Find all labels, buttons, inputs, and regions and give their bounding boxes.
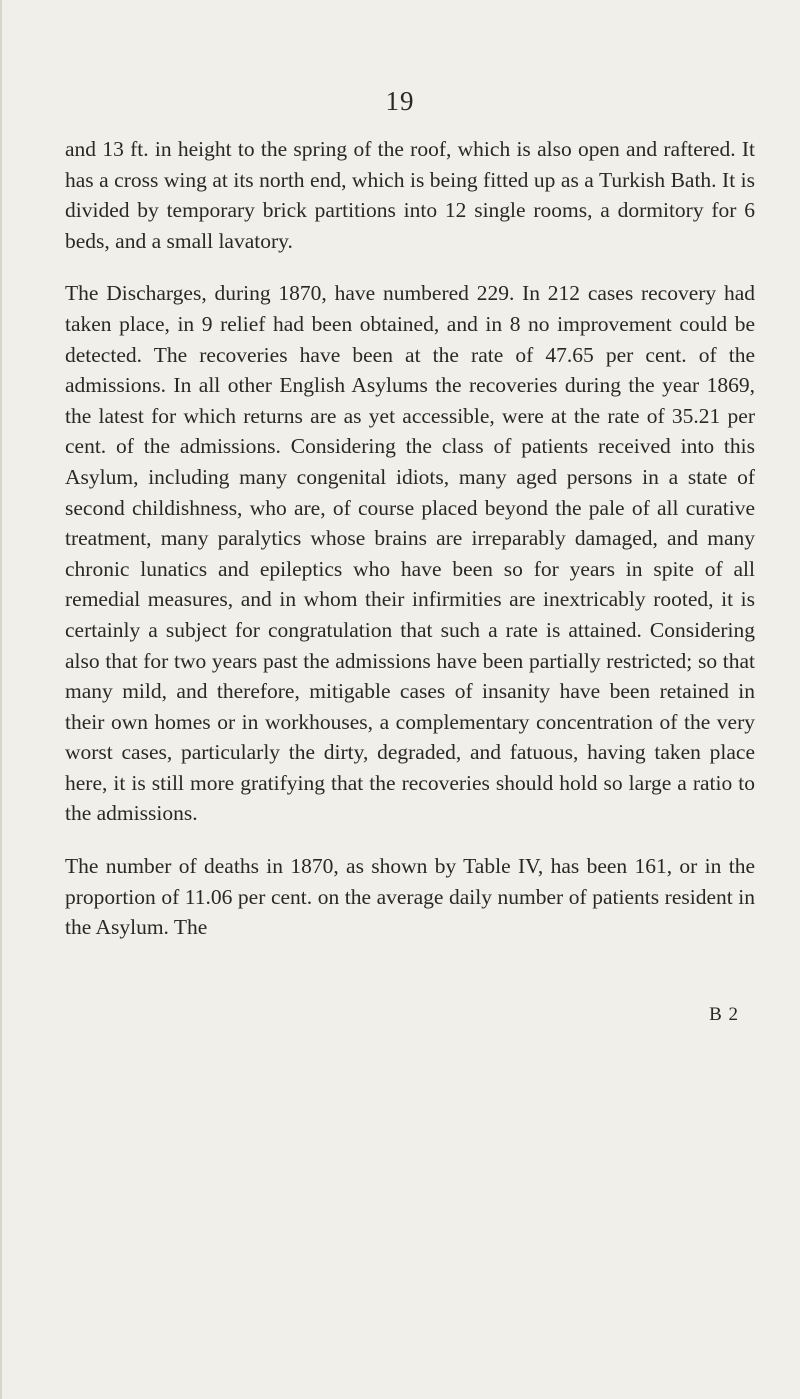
- paragraph-discharges: The Discharges, during 1870, have numbered 229. In 212 cases recovery had taken place, in 9 relief had been obtained, and in 8 no improvement could be detected. The recoveries have been at the rate of 47.65 per cent. of the admissions. In all other English Asylums the recoveries during the year 1869, the latest for which returns are as yet accessible, were at the rate of 35.21 per cent. of the admissions. Considering the class of patients received into this Asylum, including many congenital idiots, many aged persons in a state of second childishness, who are, of course placed beyond the pale of all curative treatment, many paralytics whose brains are irreparably damaged, and many chronic lunatics and epileptics who have been so for years in spite of all remedial measures, and in whom their infirmities are inextricably rooted, it is certainly a subject for congratulation that such a rate is attained. Considering also that for two years past the admissions have been partially restricted; so that many mild, and therefore, mitigable cases of insanity have been retained in their own homes or in workhouses, a complementary concentration of the very worst cases, particularly the dirty, degraded, and fatuous, having taken place here, it is still more gratifying that the recoveries should hold so large a ratio to the admissions.: [65, 281, 755, 826]
- body-text: [65, 134, 755, 943]
- page-number: 19: [385, 86, 415, 116]
- paragraph-deaths: The number of deaths in 1870, as shown by Table IV, has been 161, or in the proportion of 11.06 per cent. on the average daily number of patients resident in the Asylum. The: [65, 854, 755, 940]
- printer-signature-mark: B 2: [709, 1004, 739, 1025]
- page-edge-shadow: [0, 0, 2, 1399]
- paragraph-bath-description: and 13 ft. in height to the spring of the roof, which is also open and raftered. It has a cross wing at its north end, which is being fitted up as a Turkish Bath. It is divided by temporary brick partitions into 12 single rooms, a dormitory for 6 beds, and a small lavatory.: [65, 137, 755, 253]
